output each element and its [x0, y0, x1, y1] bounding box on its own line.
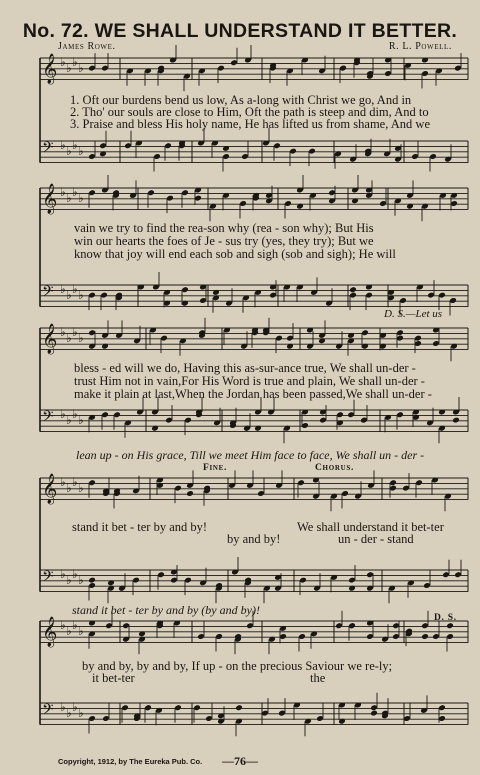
- composer-credit: R. L. Powell.: [388, 41, 452, 52]
- flat-icon: ♭: [60, 475, 66, 489]
- treble-clef-icon: 𝄞: [42, 324, 58, 354]
- lyric-line-treble: by and by, by and by, If up - on the precious Saviour we re-ly;: [82, 659, 393, 673]
- note-head: [370, 710, 378, 717]
- lyric-line-verse3: know that joy will end each sob and sigh (sob and sigh); He will: [74, 247, 396, 261]
- lyric-line-verse2: win our hearts the foes of Je - sus try (yes, they try); But we: [74, 234, 374, 248]
- note-head: [235, 704, 243, 711]
- flat-icon: ♭: [78, 706, 84, 720]
- flat-icon: ♭: [72, 618, 78, 632]
- treble-clef-icon: 𝄞: [42, 54, 58, 84]
- flat-icon: ♭: [72, 282, 78, 296]
- lyric-line-bass: stand it bet - ter by and by (by and by)!: [72, 603, 260, 617]
- lyric-line-verse2: 2. Tho' our souls are close to Him, Oft the path is steep and dim, And to: [70, 105, 429, 119]
- flat-icon: ♭: [78, 288, 84, 302]
- bass-clef-icon: 𝄢: [42, 139, 54, 160]
- flat-icon: ♭: [78, 624, 84, 638]
- lyric-line-echo: un - der - stand: [338, 532, 414, 546]
- flat-icon: ♭: [78, 573, 84, 587]
- hymn-title: No. 72. WE SHALL UNDERSTAND IT BETTER.: [22, 20, 458, 42]
- note-head: [452, 417, 460, 424]
- lyricist-credit: James Rowe.: [58, 41, 116, 52]
- lyric-line-treble: stand it bet - ter by and by!: [72, 520, 208, 534]
- flat-icon: ♭: [60, 618, 66, 632]
- flat-icon: ♭: [66, 573, 72, 587]
- ds-mark: D. S.: [434, 613, 457, 623]
- bass-clef-icon: 𝄢: [42, 701, 54, 722]
- flat-icon: ♭: [66, 144, 72, 158]
- ds-instruction: D. S.—Let us: [384, 308, 443, 320]
- flat-icon: ♭: [72, 567, 78, 581]
- note-head: [349, 286, 357, 293]
- lyric-line-echo: it bet-ter: [92, 671, 135, 685]
- lyric-line-verse2: trust Him not in vain,For His Word is true and plain, We shall un-der -: [74, 374, 425, 388]
- lyric-line-echo: by and by!: [227, 532, 281, 546]
- flat-icon: ♭: [72, 475, 78, 489]
- lyric-line-verse1: bless - ed will we do, Having this as-sur-ance true, We shall un-der -: [74, 361, 416, 375]
- flat-icon: ♭: [60, 138, 66, 152]
- flat-icon: ♭: [66, 61, 72, 75]
- flat-icon: ♭: [78, 144, 84, 158]
- note-head: [421, 633, 429, 640]
- flat-icon: ♭: [66, 481, 72, 495]
- flat-icon: ♭: [78, 61, 84, 75]
- fine-mark: Fine.: [203, 463, 228, 473]
- flat-icon: ♭: [78, 331, 84, 345]
- flat-icon: ♭: [66, 624, 72, 638]
- flat-icon: ♭: [72, 185, 78, 199]
- page-number: —76—: [222, 754, 258, 768]
- flat-icon: ♭: [72, 138, 78, 152]
- bass-clef-icon: 𝄢: [42, 283, 54, 304]
- lyric-line-verse3: 3. Praise and bless His holy name, He has lifted us from shame, And we: [70, 117, 431, 131]
- flat-icon: ♭: [72, 700, 78, 714]
- flat-icon: ♭: [66, 331, 72, 345]
- flat-icon: ♭: [72, 55, 78, 69]
- flat-icon: ♭: [78, 191, 84, 205]
- treble-clef-icon: 𝄞: [42, 617, 58, 647]
- flat-icon: ♭: [60, 567, 66, 581]
- flat-icon: ♭: [66, 413, 72, 427]
- bass-clef-icon: 𝄢: [42, 568, 54, 589]
- note-head: [446, 622, 454, 629]
- lyric-line-verse1: 1. Oft our burdens bend us low, As a-long with Christ we go, And in: [70, 93, 412, 107]
- lyric-line-verse3: make it plain at last,When the Jordan has been passed,We shall un-der -: [74, 387, 432, 401]
- note-head: [186, 490, 194, 497]
- flat-icon: ♭: [60, 325, 66, 339]
- flat-icon: ♭: [72, 407, 78, 421]
- flat-icon: ♭: [66, 706, 72, 720]
- lyric-line-ds: lean up - on His grace, Till we meet Him face to face, We shall un - der -: [76, 448, 425, 462]
- copyright-notice: Copyright, 1912, by The Eureka Pub. Co.: [58, 757, 203, 766]
- lyric-line-chorus: We shall understand it bet-ter: [297, 520, 444, 534]
- flat-icon: ♭: [72, 325, 78, 339]
- lyric-line-echo: the: [310, 671, 326, 685]
- flat-icon: ♭: [60, 407, 66, 421]
- flat-icon: ♭: [60, 185, 66, 199]
- flat-icon: ♭: [60, 700, 66, 714]
- lyric-line-verse1: vain we try to find the rea-son why (rea - son why); But His: [74, 221, 374, 235]
- flat-icon: ♭: [66, 288, 72, 302]
- treble-clef-icon: 𝄞: [42, 474, 58, 504]
- note-head: [88, 577, 96, 584]
- chorus-mark: Chorus.: [315, 463, 355, 473]
- treble-clef-icon: 𝄞: [42, 184, 58, 214]
- flat-icon: ♭: [78, 413, 84, 427]
- flat-icon: ♭: [66, 191, 72, 205]
- flat-icon: ♭: [60, 55, 66, 69]
- bass-clef-icon: 𝄢: [42, 408, 54, 429]
- flat-icon: ♭: [60, 282, 66, 296]
- flat-icon: ♭: [78, 481, 84, 495]
